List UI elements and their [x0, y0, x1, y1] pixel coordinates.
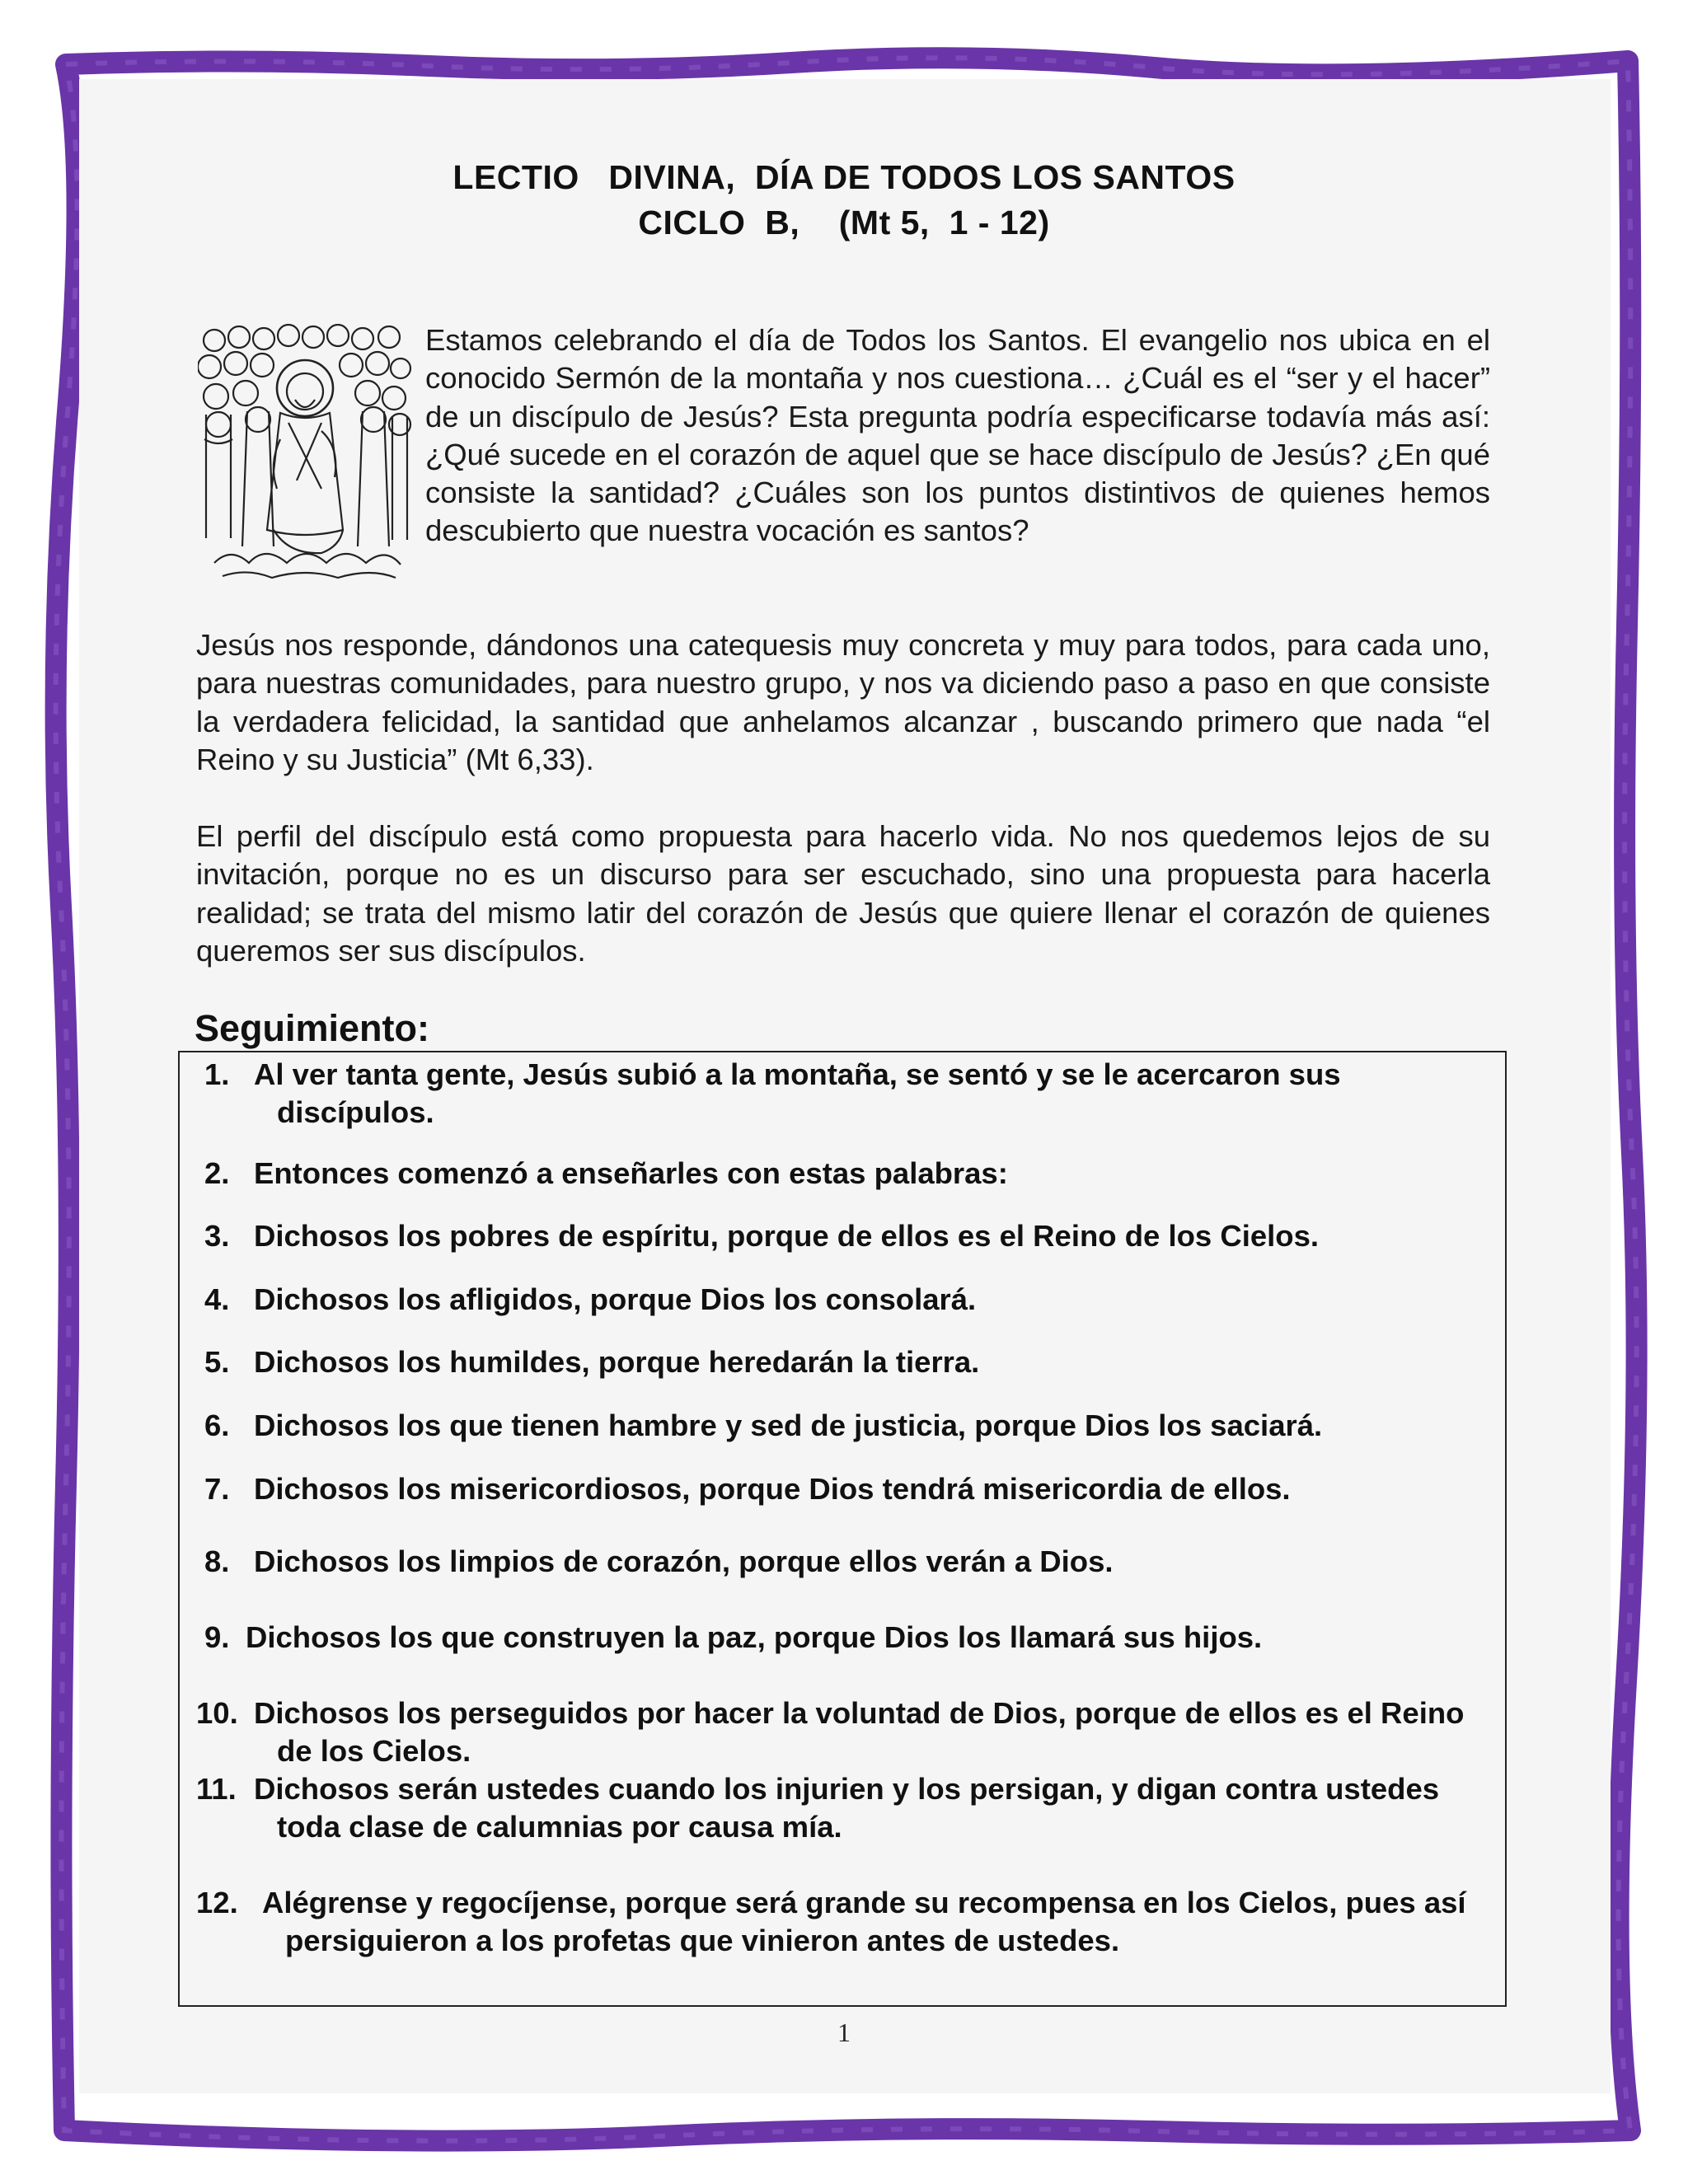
verse-number: 1. [204, 1057, 230, 1091]
body-paragraph: El perfil del discípulo está como propuesta para hacerlo vida. No nos quedemos lejos de su invitación, porque no es un discurso para ser escuchado, sino una propuesta para hacerla realidad; se trata del mismo latir del corazón de Jesús que quiere llenar el corazón de quienes queremos ser sus discípulos. [196, 819, 1490, 968]
verse-item [204, 1281, 1474, 1319]
verse-text: Dichosos los perseguidos por hacer la voluntad de Dios, porque de ellos es el Reino de los Cielos. [254, 1696, 1465, 1768]
verse-text: Dichosos los que tienen hambre y sed de justicia, porque Dios los saciará. [254, 1408, 1323, 1442]
verse-number: 5. [204, 1345, 230, 1379]
gospel-verses-box [178, 1051, 1507, 2007]
verse-item [204, 1343, 1474, 1381]
page-number: 1 [837, 2018, 851, 2047]
verse-number: 10. [196, 1696, 238, 1730]
document-subtitle: CICLO B, (Mt 5, 1 - 12) [638, 204, 1050, 241]
verse-item [204, 1407, 1474, 1445]
verse-number: 4. [204, 1282, 230, 1316]
verse-number: 7. [204, 1472, 230, 1506]
verse-text: Al ver tanta gente, Jesús subió a la montaña, se sentó y se le acercaron sus discípulos. [254, 1057, 1341, 1129]
verse-item [196, 1884, 1482, 1960]
verse-text: Dichosos los que construyen la paz, porque Dios los llamará sus hijos. [246, 1620, 1263, 1654]
verse-text: Dichosos los pobres de espíritu, porque de ellos es el Reino de los Cielos. [254, 1219, 1320, 1253]
verse-text: Dichosos los afligidos, porque Dios los consolará. [254, 1282, 977, 1316]
verse-item [204, 1470, 1474, 1508]
body-paragraph: Jesús nos responde, dándonos una catequesis muy concreta y muy para todos, para cada uno, para nuestras comunidades, para nuestro grupo, y nos va diciendo paso a paso en que consiste la verdadera felicidad, la santidad que anhelamos alcanzar , buscando primero que nada “el Reino y su Justicia” (Mt 6,33). [196, 628, 1490, 776]
verse-number: 12. [196, 1886, 238, 1919]
verse-number: 3. [204, 1219, 230, 1253]
verse-number: 2. [204, 1156, 230, 1190]
verse-item [196, 1694, 1482, 1770]
verse-item [204, 1155, 1474, 1193]
verse-text: Dichosos los limpios de corazón, porque ellos verán a Dios. [254, 1544, 1114, 1578]
document-title: LECTIO DIVINA, DÍA DE TODOS LOS SANTOS [452, 158, 1236, 196]
verse-number: 8. [204, 1544, 230, 1578]
verse-item [204, 1056, 1474, 1132]
verse-text: Entonces comenzó a enseñarles con estas palabras: [254, 1156, 1008, 1190]
verse-item [196, 1770, 1482, 1846]
verse-item [204, 1217, 1474, 1255]
verse-text: Dichosos los humildes, porque heredarán la tierra. [254, 1345, 980, 1379]
verse-number: 11. [196, 1772, 237, 1806]
verse-item [204, 1619, 1474, 1657]
verse-number: 6. [204, 1408, 230, 1442]
verse-text: Alégrense y regocíjense, porque será grande su recompensa en los Cielos, pues así persiguieron a los profetas que vinieron antes de ustedes. [262, 1886, 1466, 1957]
verse-text: Dichosos serán ustedes cuando los injurien y los persigan, y digan contra ustedes toda clase de calumnias por causa mía. [254, 1772, 1440, 1844]
section-heading: Seguimiento: [195, 1007, 430, 1049]
saints-illustration [198, 324, 412, 588]
verse-number: 9. [204, 1620, 230, 1654]
verse-text: Dichosos los misericordiosos, porque Dios tendrá misericordia de ellos. [254, 1472, 1291, 1506]
intro-paragraph: Estamos celebrando el día de Todos los Santos. El evangelio nos ubica en el conocido Sermón de la montaña y nos cuestiona… ¿Cuál es el “ser y el hacer” de un discípulo de Jesús? Esta pregunta podría especificarse todavía más así: ¿Qué sucede en el corazón de aquel que se hace discípulo de Jesús? ¿En qué consiste la santidad? ¿Cuáles son los puntos distintivos de quienes hemos descubierto que nuestra vocación es santos? [425, 323, 1490, 548]
verse-item [204, 1543, 1474, 1581]
